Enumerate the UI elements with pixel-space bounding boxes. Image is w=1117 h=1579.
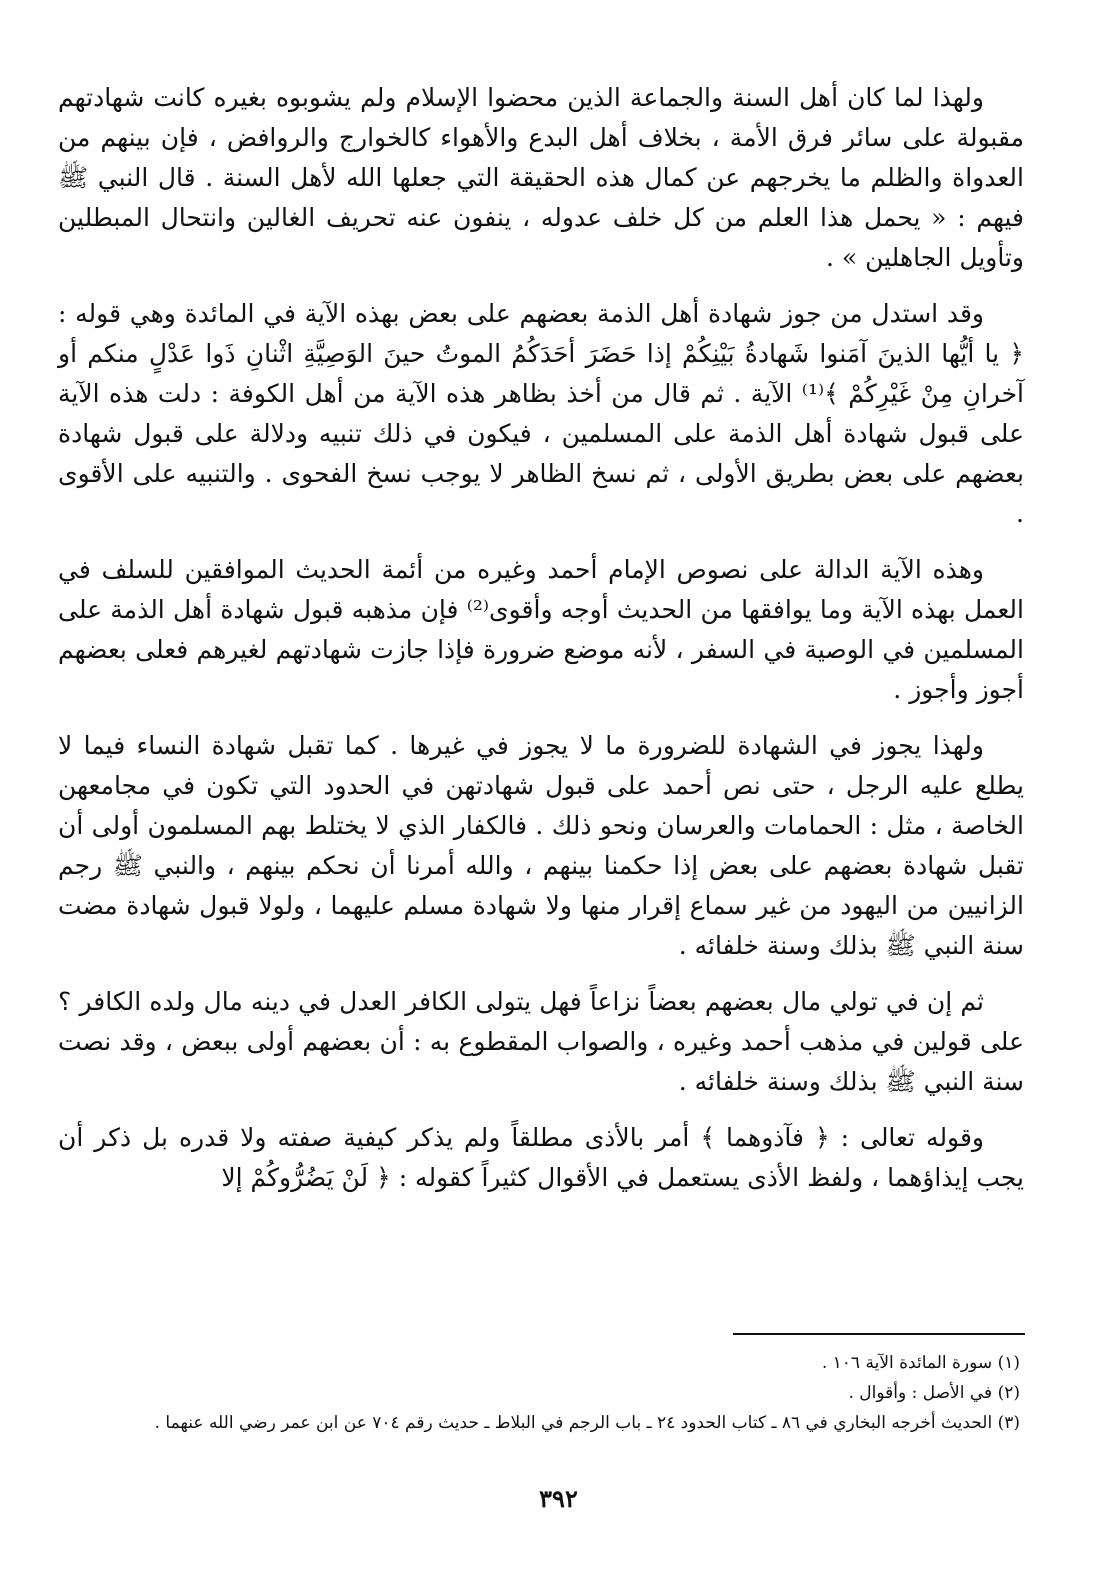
footnotes — [96, 1348, 1020, 1438]
page-body — [58, 78, 1024, 1198]
footnote-2: (٢) في الأصل : وأقوال . — [848, 1383, 1020, 1403]
paragraph-5: ثم إن في تولي مال بعضهم بعضاً نزاعاً فهل يتولى الكافر العدل في دينه مال ولده الكافر ؟ على قولين في مذهب أحمد وغيره ، والصواب المقطوع به : أن بعضهم أولى ببعض ، وقد نصت سنة النبي ﷺ بذلك وسنة خلفائه . — [58, 987, 1024, 1096]
footnote-1: (١) سورة المائدة الآية ١٠٦ . — [821, 1353, 1020, 1373]
page-number: ٣٩٢ — [539, 1484, 578, 1513]
paragraph-3: وهذه الآية الدالة على نصوص الإمام أحمد وغيره من أئمة الحديث الموافقين للسلف في العمل بهذه الآية وما يوافقها من الحديث أوجه وأقوى⁽²⁾ فإن مذهبه قبول شهادة أهل الذمة على المسلمين في الوصية في السفر ، لأنه موضع ضرورة فإذا جازت شهادتهم لغيرهم فعلى بعضهم أجوز وأجوز . — [58, 555, 1024, 704]
footnote-3: (٣) الحديث أخرجه البخاري في ٨٦ ـ كتاب الحدود ٢٤ ـ باب الرجم في البلاط ـ حديث رقم ٧٠٤ عن ابن عمر رضي الله عنهما . — [154, 1413, 1020, 1433]
paragraph-2: وقد استدل من جوز شهادة أهل الذمة بعضهم على بعض بهذه الآية في المائدة وهي قوله : ﴿ يا أيُّها الذينَ آمَنوا شَهادةُ بَيْنِكُمْ إذا حَضَرَ أحَدَكُمُ الموتُ حينَ الوَصِيَّةِ اثْنانِ ذَوا عَدْلٍ منكم أو آخرانِ مِنْ غَيْرِكُمْ ﴾⁽¹⁾ الآية . ثم قال من أخذ بظاهر هذه الآية من أهل الكوفة : دلت هذه الآية على قبول شهادة أهل الذمة على المسلمين ، فيكون في ذلك تنبيه ودلالة على قبول شهادة بعضهم على بعض بطريق الأولى ، ثم نسخ الظاهر لا يوجب نسخ الفحوى . والتنبيه على الأقوى . — [58, 299, 1024, 528]
paragraph-4: ولهذا يجوز في الشهادة للضرورة ما لا يجوز في غيرها . كما تقبل شهادة النساء فيما لا يطلع عليه الرجل ، حتى نص أحمد على قبول شهادتهن في الحدود التي تكون في مجامعهن الخاصة ، مثل : الحمامات والعرسان ونحو ذلك . فالكفار الذي لا يختلط بهم المسلمون أولى أن تقبل شهادة بعضهم على بعض إذا حكمنا بينهم ، والله أمرنا أن نحكم بينهم ، والنبي ﷺ رجم الزانيين من اليهود من غير سماع إقرار منها ولا شهادة مسلم عليهما ، ولولا قبول شهادة مضت سنة النبي ﷺ بذلك وسنة خلفائه . — [58, 731, 1024, 960]
paragraph-1: ولهذا لما كان أهل السنة والجماعة الذين محضوا الإسلام ولم يشوبوه بغيره كانت شهادتهم مقبولة على سائر فرق الأمة ، بخلاف أهل البدع والأهواء كالخوارج والروافض ، فإن بينهم من العدواة والظلم ما يخرجهم عن كمال هذه الحقيقة التي جعلها الله لأهل السنة . قال النبي ﷺ فيهم : « يحمل هذا العلم من كل خلف عدوله ، ينفون عنه تحريف الغالين وانتحال المبطلين وتأويل الجاهلين » . — [58, 83, 1024, 272]
paragraph-6: وقوله تعالى : ﴿ فآذوهما ﴾ أمر بالأذى مطلقاً ولم يذكر كيفية صفته ولا قدره بل ذكر أن يجب إيذاؤهما ، ولفظ الأذى يستعمل في الأقوال كثيراً كقوله : ﴿ لَنْ يَضُرُّوكُمْ إلا — [58, 1123, 1024, 1192]
footnote-divider — [733, 1333, 1025, 1335]
